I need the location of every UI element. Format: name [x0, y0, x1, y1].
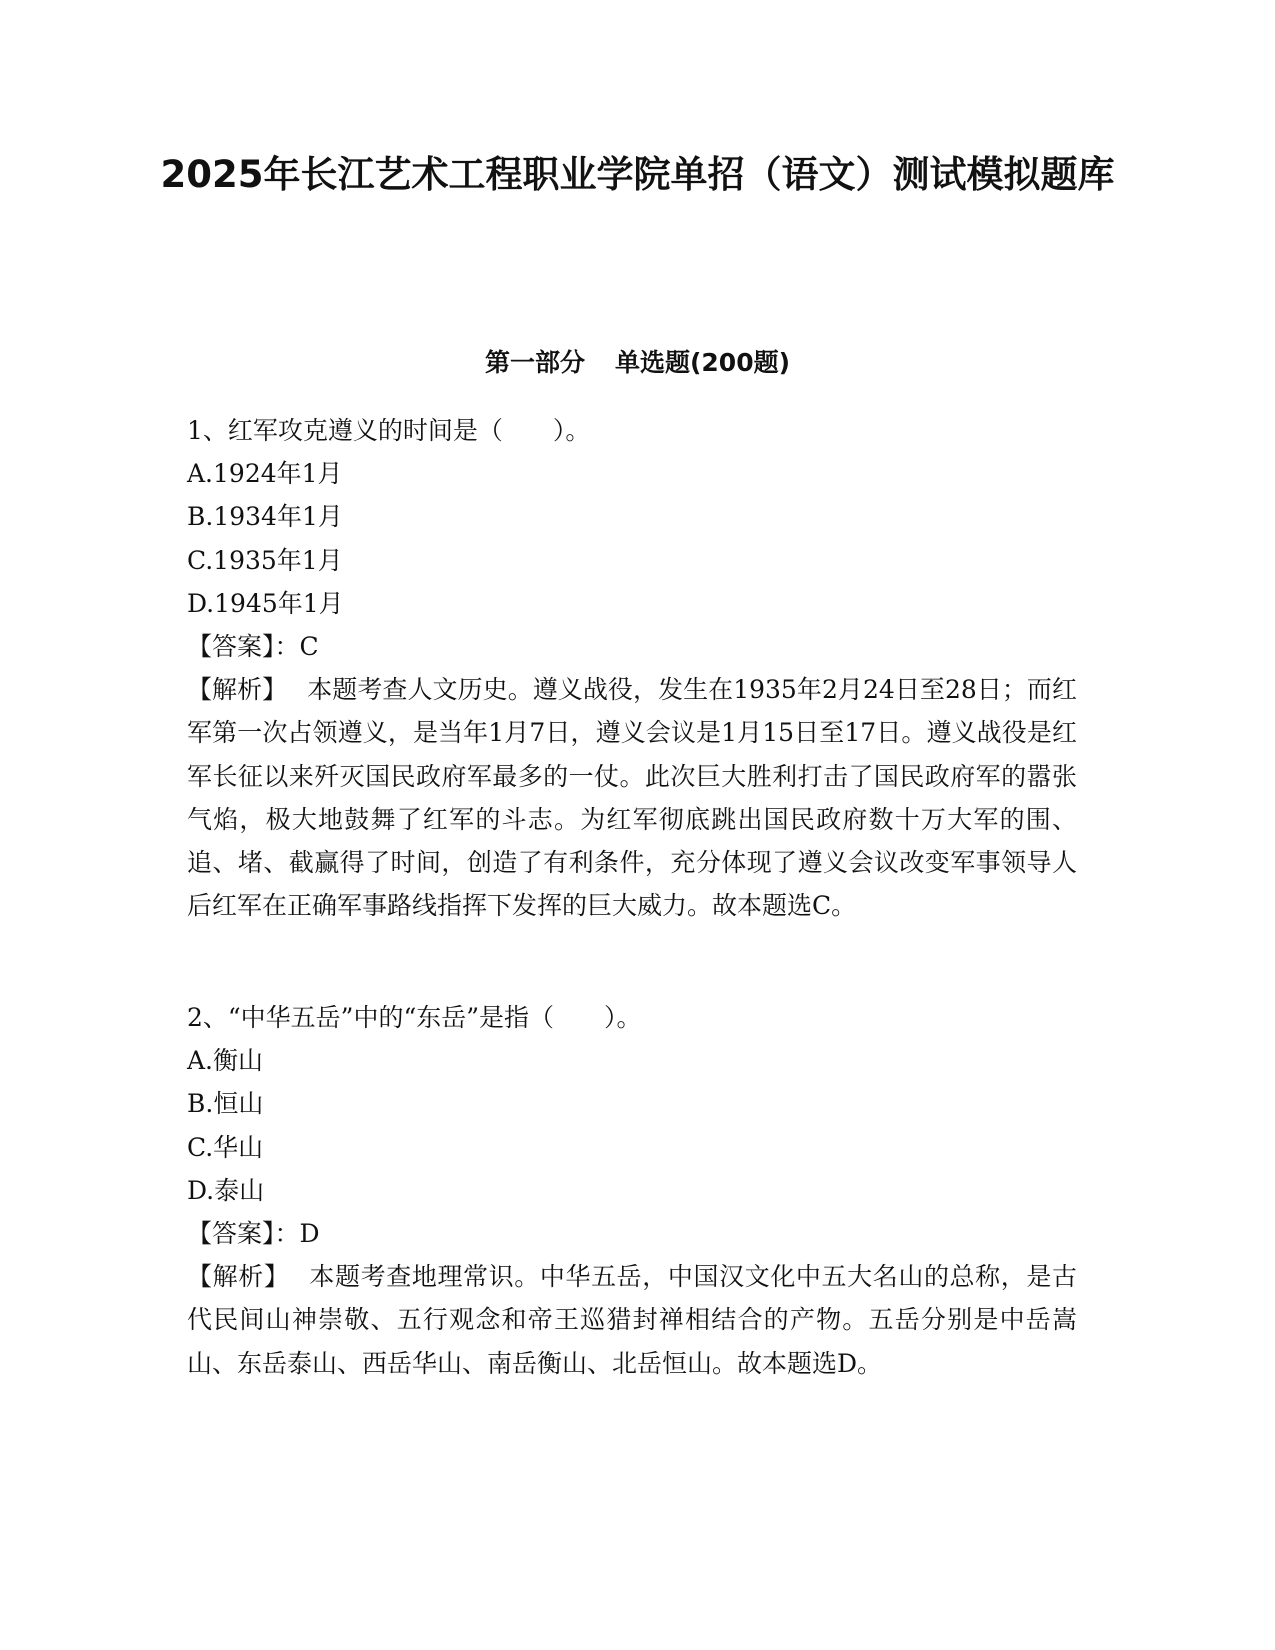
document-title: 2025年长江艺术工程职业学院单招（语文）测试模拟题库: [160, 153, 1115, 196]
question-stem: 1、红军攻克遵义的时间是（ ）。: [187, 416, 591, 445]
option-b: B.1934年1月: [187, 502, 343, 532]
section-part: 第一部分: [484, 348, 585, 377]
section-heading: [150, 345, 1125, 381]
analysis-tag: 【解析】: [187, 675, 288, 705]
option-d: D.1945年1月: [187, 588, 344, 618]
analysis-tag: 【解析】: [187, 1262, 290, 1292]
option-c: C.1935年1月: [187, 545, 343, 575]
answer-line: 【答案】：D: [187, 1219, 320, 1249]
analysis-text: 本题考查地理常识。中华五岳，中国汉文化中五大名山的总称，是古代民间山神崇敬、五行观念和帝王巡猎封禅相结合的产物。五岳分别是中岳嵩山、东岳泰山、西岳华山、南岳衡山、北岳恒山。故本题选D。: [187, 1262, 1077, 1378]
option-b: B.恒山: [187, 1089, 264, 1119]
option-d: D.泰山: [187, 1175, 265, 1205]
section-title: 单选题(200题): [614, 348, 791, 377]
question-2: [187, 996, 1077, 1385]
option-c: C.华山: [187, 1132, 264, 1162]
question-stem: 2、“中华五岳”中的“东岳”是指（ ）。: [187, 1003, 642, 1032]
analysis-paragraph: [187, 668, 1077, 927]
analysis-paragraph: [187, 1255, 1077, 1385]
analysis-text: 本题考查人文历史。遵义战役，发生在1935年2月24日至28日；而红军第一次占领遵义，是当年1月7日，遵义会议是1月15日至17日。遵义战役是红军长征以来歼灭国民政府军最多的一仗。此次巨大胜利打击了国民政府军的嚣张气焰，极大地鼓舞了红军的斗志。为红军彻底跳出国民政府数十万大军的围、追、堵、截赢得了时间，创造了有利条件，充分体现了遵义会议改变军事领导人后红军在正确军事路线指挥下发挥的巨大威力。故本题选C。: [187, 675, 1077, 921]
option-a: A.1924年1月: [187, 459, 343, 489]
option-a: A.衡山: [187, 1046, 264, 1076]
question-1: [187, 409, 1077, 927]
answer-line: 【答案】：C: [187, 632, 319, 662]
